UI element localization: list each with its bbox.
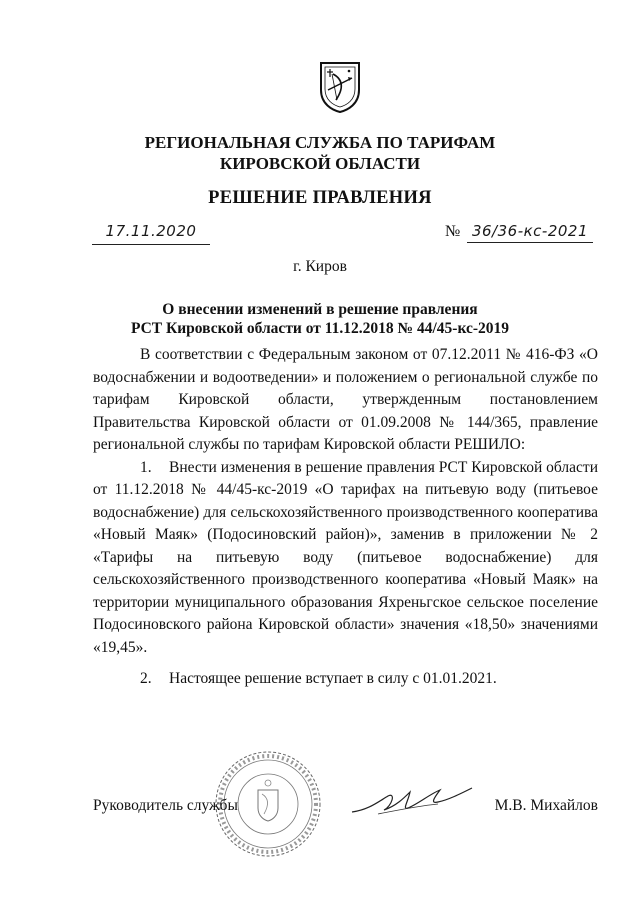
date-field xyxy=(92,222,210,245)
number-sign: № xyxy=(445,223,461,240)
organization-name xyxy=(0,132,640,174)
item-1-text: Внести изменения в решение правления РСТ Кировской области от 11.12.2018 № 44/45-кс-2019 «О тарифах на питьевую воду (питьевое водоснабжение) для сельскохозяйственного производственного кооператива «Новый Маяк» (Подосиновский район)», заменив в приложении № 2 «Тарифы на питьевую воду (питьевое водоснабжение) для сельскохозяйственного производственного кооператива «Новый Маяк» на территории муниципального образования Яхреньгское сельское поселение Подосиновского района Кировской области» значения «18,50» значениями «19,45». xyxy=(93,458,598,656)
document-subject xyxy=(0,300,640,338)
item-1 xyxy=(93,457,598,660)
handwritten-signature-icon xyxy=(348,780,478,824)
subject-line2: РСТ Кировской области от 11.12.2018 № 44/45-кс-2019 xyxy=(130,320,510,337)
handwritten-date: 17.11.2020 xyxy=(105,222,197,240)
document-number-field xyxy=(445,218,595,244)
city: г. Киров xyxy=(293,258,347,275)
item-2-number: 2. xyxy=(140,670,152,687)
subject-line1: О внесении изменений в решение правления xyxy=(162,301,478,318)
signer-position: Руководитель службы xyxy=(93,797,238,814)
number-underline xyxy=(467,222,593,243)
item-2 xyxy=(93,668,598,691)
item-2-text: Настоящее решение вступает в силу с 01.01.2021. xyxy=(169,670,497,687)
handwritten-number: 36/36-кс-2021 xyxy=(471,222,589,240)
item-1-number: 1. xyxy=(140,458,152,476)
org-name-line1: РЕГИОНАЛЬНАЯ СЛУЖБА ПО ТАРИФАМ xyxy=(144,133,496,152)
kirov-coat-of-arms-icon xyxy=(318,60,362,114)
preamble-paragraph: В соответствии с Федеральным законом от 07.12.2011 № 416-ФЗ «О водоснабжении и водоотведении» и положением о региональной службе по тарифам Кировской области, утвержденным постановлением Правительства Кировской области от 01.09.2008 № 144/365, правление региональной службы по тарифам Кировской области РЕШИЛО: xyxy=(93,346,598,453)
document-body xyxy=(93,344,598,691)
org-name-line2: КИРОВСКОЙ ОБЛАСТИ xyxy=(219,154,421,173)
signer-name: М.В. Михайлов xyxy=(494,797,598,814)
document-type-title: РЕШЕНИЕ ПРАВЛЕНИЯ xyxy=(208,188,432,208)
